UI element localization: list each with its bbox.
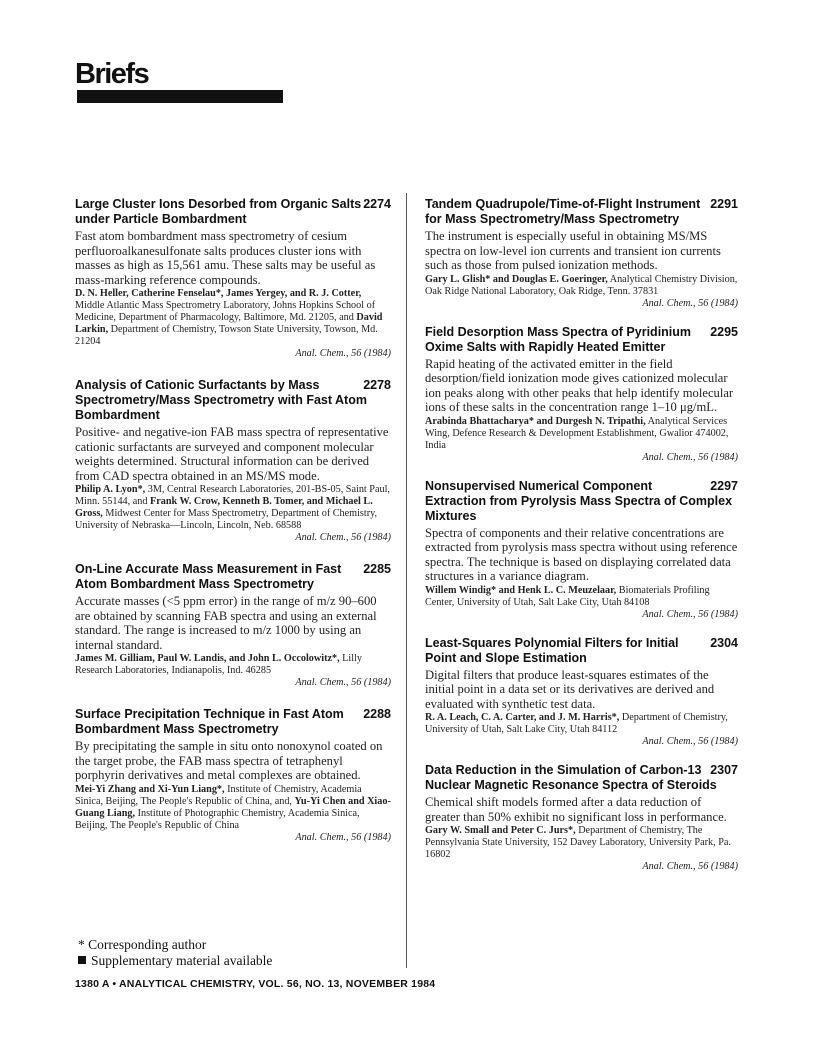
author-names: Yu-Yi Chen and Xiao-Guang Liang,: [75, 795, 391, 819]
brief-authors: [75, 484, 391, 532]
author-names: Arabinda Bhattacharya* and Durgesh N. Tripathi,: [425, 415, 646, 427]
brief-authors: [75, 784, 391, 832]
brief-title: Large Cluster Ions Desorbed from Organic Salts under Particle Bombardment: [75, 197, 362, 226]
brief-heading: [75, 197, 391, 227]
brief-page-number: 2278: [363, 378, 391, 392]
supplementary-note: [78, 953, 272, 969]
brief-heading: [425, 763, 738, 793]
brief-title: Least-Squares Polynomial Filters for Initial Point and Slope Estimation: [425, 635, 679, 665]
brief-entry: [425, 763, 738, 873]
brief-title: Tandem Quadrupole/Time-of-Flight Instrument for Mass Spectrometry/Mass Spectrometry: [425, 197, 701, 226]
author-affiliation: Midwest Center for Mass Spectrometry, Department of Chemistry, University of Nebraska—Lincoln, Lincoln, Neb. 68588: [75, 508, 378, 531]
title-rule: [77, 90, 283, 103]
author-affiliation: Analytical Services Wing, Defence Research & Development Establishment, Gwalior 474002, India: [425, 415, 729, 451]
corresponding-author-note: * Corresponding author: [78, 937, 207, 952]
author-affiliation: Department of Chemistry, Towson State University, Towson, Md. 21204: [75, 324, 378, 347]
author-affiliation: Biomaterials Profiling Center, University of Utah, Salt Lake City, Utah 84108: [425, 584, 710, 608]
column-divider: [406, 193, 407, 968]
footnotes: [78, 937, 272, 969]
author-affiliation: Institute of Photographic Chemistry, Academia Sinica, Beijing, The People's Republic of China: [75, 807, 360, 831]
brief-citation: Anal. Chem., 56 (1984): [642, 297, 738, 309]
author-affiliation: Department of Chemistry, The Pennsylvania State University, 152 Davey Laboratory, University Park, Pa. 16802: [425, 825, 731, 860]
brief-citation: Anal. Chem., 56 (1984): [295, 677, 391, 688]
brief-summary: Positive- and negative-ion FAB mass spectra of representative cationic surfactants are surveyed and component molecular weights determined. Structural information can be derived from CAD spectra obtained in an MS/MS mode.: [75, 425, 389, 483]
brief-authors: [425, 585, 738, 609]
brief-page-number: 2307: [710, 763, 738, 777]
brief-page-number: 2274: [363, 197, 391, 211]
brief-heading: [425, 325, 738, 355]
author-names: James M. Gilliam, Paul W. Landis, and John L. Occolowitz*,: [75, 653, 340, 664]
brief-title: Analysis of Cationic Surfactants by Mass Spectrometry/Mass Spectrometry with Fast Atom Bombardment: [75, 378, 367, 422]
author-names: Frank W. Crow, Kenneth B. Tomer, and Michael L. Gross,: [75, 496, 373, 519]
brief-entry: [75, 562, 391, 689]
author-names: Philip A. Lyon*,: [75, 484, 146, 495]
brief-page-number: 2288: [363, 707, 391, 721]
brief-entry: [425, 197, 738, 310]
brief-summary: Spectra of components and their relative concentrations are extracted from pyrolysis mass spectra without using reference spectra. The technique is based on displaying correlated data structures in a variance diagram.: [425, 525, 738, 583]
brief-authors: [425, 825, 738, 861]
brief-summary: Accurate masses (<5 ppm error) in the range of m/z 90–600 are obtained by scanning FAB spectra and using an external standard. The range is increased to m/z 1000 by using an internal standard.: [75, 594, 377, 652]
brief-authors: [425, 416, 738, 452]
brief-heading: [425, 636, 738, 666]
brief-page-number: 2304: [710, 635, 738, 650]
brief-title: Field Desorption Mass Spectra of Pyridinium Oxime Salts with Rapidly Heated Emitter: [425, 324, 692, 354]
author-affiliation: 3M, Central Research Laboratories, 201-BS-05, Saint Paul, Minn. 55144, and: [75, 484, 390, 507]
brief-page-number: 2291: [710, 197, 738, 211]
brief-heading: [75, 562, 391, 592]
author-names: R. A. Leach, C. A. Carter, and J. M. Harris*,: [425, 712, 620, 723]
brief-heading: [425, 197, 738, 227]
left-column: [75, 197, 391, 844]
brief-title: Nonsupervised Numerical Component Extraction from Pyrolysis Mass Spectra of Complex Mixtures: [425, 478, 733, 523]
brief-entry: [425, 479, 738, 621]
brief-citation: Anal. Chem., 56 (1984): [642, 608, 738, 620]
brief-citation: Anal. Chem., 56 (1984): [295, 831, 391, 843]
author-names: Mei-Yi Zhang and Xi-Yun Liang*,: [75, 783, 225, 795]
brief-summary: The instrument is especially useful in obtaining MS/MS spectra on low-level ion currents and transient ion currents such as those from pulsed ionization methods.: [425, 229, 721, 272]
brief-authors: [425, 274, 738, 298]
brief-summary: Chemical shift models formed after a data reduction of greater than 50% exhibit no significant loss in performance.: [425, 795, 727, 824]
author-affiliation: Department of Chemistry, University of Utah, Salt Lake City, Utah 84112: [425, 712, 728, 735]
brief-entry: [75, 378, 391, 544]
page-title: Briefs: [75, 58, 149, 90]
brief-citation: Anal. Chem., 56 (1984): [642, 451, 738, 463]
brief-summary: Rapid heating of the activated emitter in the field desorption/field ionization mode gives cationized molecular ion peaks along with other peaks that help identify molecular ions of these salts in the concentration range 1–10 μg/mL.: [425, 356, 734, 414]
page-footer: 1380 A • ANALYTICAL CHEMISTRY, VOL. 56, NO. 13, NOVEMBER 1984: [75, 978, 436, 990]
brief-summary: By precipitating the sample in situ onto nonoxynol coated on the target probe, the FAB mass spectra of tetraphenyl porphyrin derivatives and metal complexes are obtained.: [75, 739, 383, 782]
brief-summary: Fast atom bombardment mass spectrometry of cesium perfluoroalkanesulfonate salts produces cluster ions with masses as high as 15,561 amu. These salts may be useful as mass-marking reference compounds.: [75, 229, 376, 287]
author-affiliation: Analytical Chemistry Division, Oak Ridge National Laboratory, Oak Ridge, Tenn. 37831: [425, 273, 738, 297]
brief-entry: [75, 707, 391, 844]
brief-citation: Anal. Chem., 56 (1984): [295, 348, 391, 359]
author-names: Gary W. Small and Peter C. Jurs*,: [425, 825, 576, 836]
brief-summary: Digital filters that produce least-squares estimates of the initial point in a data set or its derivatives are derived and evaluated with synthetic test data.: [425, 667, 715, 711]
author-affiliation: Lilly Research Laboratories, Indianapolis, Ind. 46285: [75, 653, 362, 676]
brief-authors: [425, 712, 738, 736]
brief-entry: [425, 325, 738, 464]
brief-heading: [425, 479, 738, 524]
author-affiliation: Middle Atlantic Mass Spectrometry Laboratory, Johns Hopkins School of Medicine, Department of Pharmacology, Baltimore, Md. 21205, and: [75, 300, 376, 323]
brief-authors: [75, 288, 391, 348]
author-names: Gary L. Glish* and Douglas E. Goeringer,: [425, 273, 608, 285]
brief-page-number: 2285: [363, 562, 391, 576]
brief-heading: [75, 378, 391, 423]
brief-heading: [75, 707, 391, 737]
author-names: David Larkin,: [75, 312, 383, 335]
brief-title: Surface Precipitation Technique in Fast Atom Bombardment Mass Spectrometry: [75, 707, 344, 736]
brief-title: On-Line Accurate Mass Measurement in Fast Atom Bombardment Mass Spectrometry: [75, 562, 342, 591]
author-names: D. N. Heller, Catherine Fenselau*, James Yergey, and R. J. Cotter,: [75, 288, 362, 299]
right-column: [425, 197, 738, 873]
brief-title: Data Reduction in the Simulation of Carbon-13 Nuclear Magnetic Resonance Spectra of Steroids: [425, 763, 717, 792]
brief-authors: [75, 653, 391, 677]
brief-entry: [425, 636, 738, 749]
brief-entry: [75, 197, 391, 360]
brief-citation: Anal. Chem., 56 (1984): [642, 736, 738, 747]
brief-citation: Anal. Chem., 56 (1984): [642, 861, 738, 872]
brief-citation: Anal. Chem., 56 (1984): [295, 532, 391, 543]
supplementary-square-icon: [78, 956, 86, 964]
author-names: Willem Windig* and Henk L. C. Meuzelaar,: [425, 584, 617, 596]
supplementary-note-text: Supplementary material available: [91, 953, 273, 968]
brief-page-number: 2297: [710, 478, 738, 493]
brief-page-number: 2295: [710, 324, 738, 339]
author-affiliation: Institute of Chemistry, Academia Sinica, Beijing, The People's Republic of China, and,: [75, 783, 362, 807]
